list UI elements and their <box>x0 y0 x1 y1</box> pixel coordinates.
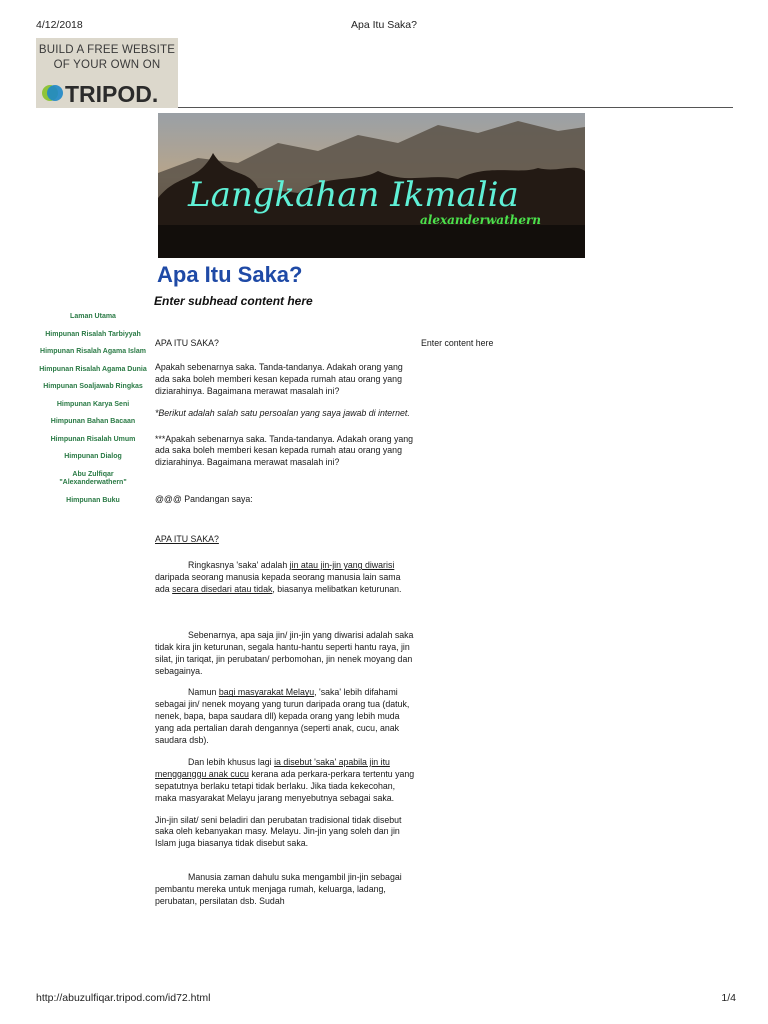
article-note: *Berikut adalah salah satu persoalan yang saya jawab di internet. <box>155 407 410 418</box>
text-run: daripada seorang manusia kepada seorang manusia lain sama ada <box>155 571 401 594</box>
underlined-text: bagi masyarakat Melayu <box>218 687 315 698</box>
text-run: Namun <box>188 687 219 698</box>
print-date: 4/12/2018 <box>36 19 83 31</box>
underlined-text: secara disedari atau tidak <box>172 583 273 594</box>
article-paragraph: Sebenarnya, apa saja jin/ jin-jin yang diwarisi adalah saka tidak kira jin keturunan, segala hantu-hantu seperti hantu raya, jin silat, jin tariqat, jin perubatan/ perbomohan, jin nenek moyang dan sebagainya. <box>155 629 414 676</box>
text-run: Ringkasnya 'saka' adalah <box>188 560 290 571</box>
text-run: , biasanya melibatkan keturunan. <box>272 583 402 594</box>
sidebar-item-laman-utama[interactable]: Laman Utama <box>70 313 116 320</box>
article-heading: APA ITU SAKA? <box>155 338 219 348</box>
sidebar-item-risalah-agama-dunia[interactable]: Himpunan Risalah Agama Dunia <box>39 365 147 373</box>
print-title: Apa Itu Saka? <box>351 19 417 31</box>
sidebar-item-dialog[interactable]: Himpunan Dialog <box>64 453 122 460</box>
sidebar-item-abu-zulfiqar[interactable]: Abu Zulfiqar "Alexanderwathern" <box>59 470 127 486</box>
underlined-text: ia disebut 'saka' apabila jin itu mengganggu anak cucu <box>155 756 390 779</box>
page-title: Apa Itu Saka? <box>157 262 303 287</box>
print-page-number: 1/4 <box>721 992 736 1004</box>
sidebar-item-risalah-agama-islam[interactable]: Himpunan Risalah Agama Islam <box>40 348 146 355</box>
text-run: Dan lebih khusus lagi <box>188 756 275 767</box>
print-url: http://abuzulfiqar.tripod.com/id72.html <box>36 992 211 1004</box>
tripod-logo <box>40 78 176 106</box>
header-rule <box>178 107 733 108</box>
text-run: , 'saka' lebih difahami sebagai jin/ nenek moyang yang turun daripada orang tua (datuk, nenek, bapa, bapa saudara dll) kepada orang yang lebih muda yang ada pertalian darah dengannya (seperti anak, cucu, anak saudara dsb). <box>155 687 410 746</box>
tripod-ad[interactable] <box>36 38 178 108</box>
article-paragraph <box>155 687 417 747</box>
article-subheading: APA ITU SAKA? <box>155 534 219 545</box>
right-column-text: Enter content here <box>421 338 494 348</box>
article-paragraph <box>155 757 417 805</box>
underlined-text: jin atau jin-jin yang diwarisi <box>289 560 395 571</box>
article-body <box>155 338 417 908</box>
sidebar-item-karya-seni[interactable]: Himpunan Karya Seni <box>56 400 130 408</box>
article-paragraph: ***Apakah sebenarnya saka. Tanda-tandanya. Adakah orang yang ada saka boleh memberi kesan kepada rumah atau orang yang diziarahinya. Bagaimana merawat masalah ini? <box>155 433 414 468</box>
article-paragraph: Jin-jin silat/ seni beladiri dan perubatan tradisional tidak disebut saka oleh kebanyakan masy. Melayu. Jin-jin yang soleh dan jin Islam juga biasanya tidak disebut saka. <box>155 814 402 849</box>
header-banner-image <box>158 113 585 258</box>
article-paragraph: @@@ Pandangan saya: <box>155 494 253 505</box>
article-paragraph <box>155 560 417 596</box>
article-paragraph: Manusia zaman dahulu suka mengambil jin-jin sebagai pembantu mereka untuk menjaga rumah, keluarga, ladang, perubatan, persilatan dsb. Sudah <box>155 872 402 907</box>
banner-byline: alexanderwathern <box>420 213 542 227</box>
sidebar-item-risalah-umum[interactable]: Himpunan Risalah Umum <box>50 435 136 443</box>
tripod-brand-text: TRIPOD. <box>65 81 159 106</box>
ad-line-1: BUILD A FREE WEBSITE <box>38 44 176 56</box>
text-run: kerana ada perkara-perkara tertentu yang sepatutnya berlaku tetapi tidak berlaku. Jika tiada kekecohan, maka masyarakat Melayu jarang menyebutnya sebagai saka. <box>155 768 415 803</box>
subhead: Enter subhead content here <box>154 294 313 308</box>
sidebar-nav <box>38 313 148 505</box>
article-paragraph: Apakah sebenarnya saka. Tanda-tandanya. Adakah orang yang ada saka boleh memberi kesan kepada rumah atau orang yang diziarahinya. Bagaimana merawat masalah ini? <box>155 361 403 396</box>
banner-title: Langkahan Ikmalia <box>188 175 519 215</box>
sidebar-item-buku[interactable]: Himpunan Buku <box>66 496 120 504</box>
ad-line-2: OF YOUR OWN ON <box>53 59 161 71</box>
sidebar-item-soaljawab-ringkas[interactable]: Himpunan Soaljawab Ringkas <box>43 383 143 390</box>
sidebar-item-bahan-bacaan[interactable]: Himpunan Bahan Bacaan <box>50 418 136 425</box>
sidebar-item-risalah-tarbiyyah[interactable]: Himpunan Risalah Tarbiyyah <box>45 330 141 338</box>
